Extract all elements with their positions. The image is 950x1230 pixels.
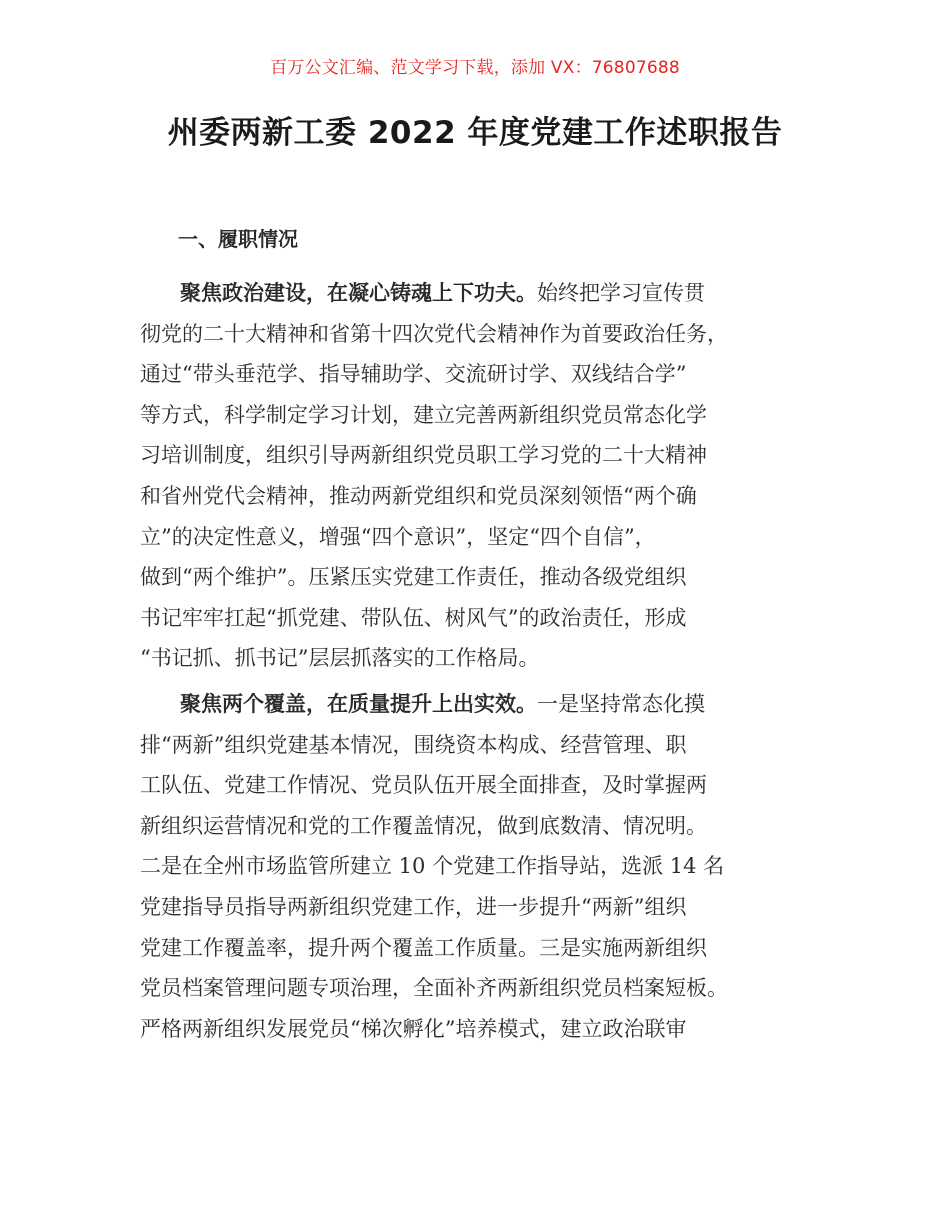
- paragraph-two-coverages: [140, 684, 820, 1049]
- paragraph-line: 党员档案管理问题专项治理，全面补齐两新组织党员档案短板。: [140, 976, 728, 1001]
- paragraph-line: 二是在全州市场监管所建立 10 个党建工作指导站，选派 14 名: [140, 854, 725, 879]
- paragraph-line: 新组织运营情况和党的工作覆盖情况，做到底数清、情况明。: [140, 813, 707, 838]
- paragraph-line: 做到“两个维护”。压紧压实党建工作责任，推动各级党组织: [140, 565, 687, 590]
- document-title: 州委两新工委 2022 年度党建工作述职报告: [167, 115, 783, 151]
- section-heading: 一、履职情况: [178, 227, 298, 251]
- paragraph-line: 习培训制度，组织引导两新组织党员职工学习党的二十大精神: [140, 443, 707, 468]
- paragraph-lead-sentence: 聚焦政治建设，在凝心铸魂上下功夫。: [180, 281, 537, 305]
- paragraph-line: 工队伍、党建工作情况、党员队伍开展全面排查，及时掌握两: [140, 773, 707, 798]
- paragraph-political-building: [140, 273, 820, 679]
- paragraph-line: 通过“带头垂范学、指导辅助学、交流研讨学、双线结合学”: [140, 362, 687, 387]
- paragraph-text: 始终把学习宣传贯: [537, 281, 705, 305]
- paragraph-line: 书记牢牢扛起“抓党建、带队伍、树风气”的政治责任，形成: [140, 605, 687, 630]
- paragraph-line: 党建指导员指导两新组织党建工作，进一步提升“两新”组织: [140, 894, 687, 919]
- paragraph-line: 严格两新组织发展党员“梯次孵化”培养模式，建立政治联审: [140, 1016, 687, 1041]
- paragraph-line: 立”的决定性意义，增强“四个意识”，坚定“四个自信”，: [140, 524, 656, 549]
- paragraph-line: 排“两新”组织党建基本情况，围绕资本构成、经营管理、职: [140, 732, 687, 757]
- paragraph-line: “书记抓、抓书记”层层抓落实的工作格局。: [140, 646, 540, 671]
- paragraph-line: 和省州党代会精神，推动两新党组织和党员深刻领悟“两个确: [140, 483, 697, 508]
- paragraph-first-line: [140, 273, 820, 314]
- paragraph-line: 党建工作覆盖率，提升两个覆盖工作质量。三是实施两新组织: [140, 935, 707, 960]
- paragraph-line: 彻党的二十大精神和省第十四次党代会精神作为首要政治任务，: [140, 321, 728, 346]
- paragraph-first-line: [140, 684, 820, 725]
- paragraph-lead-sentence: 聚焦两个覆盖，在质量提升上出实效。: [180, 692, 537, 716]
- paragraph-line: 等方式，科学制定学习计划，建立完善两新组织党员常态化学: [140, 402, 707, 427]
- watermark-banner: 百万公文汇编、范文学习下载，添加 VX：76807688: [270, 58, 680, 78]
- paragraph-text: 一是坚持常态化摸: [537, 692, 705, 716]
